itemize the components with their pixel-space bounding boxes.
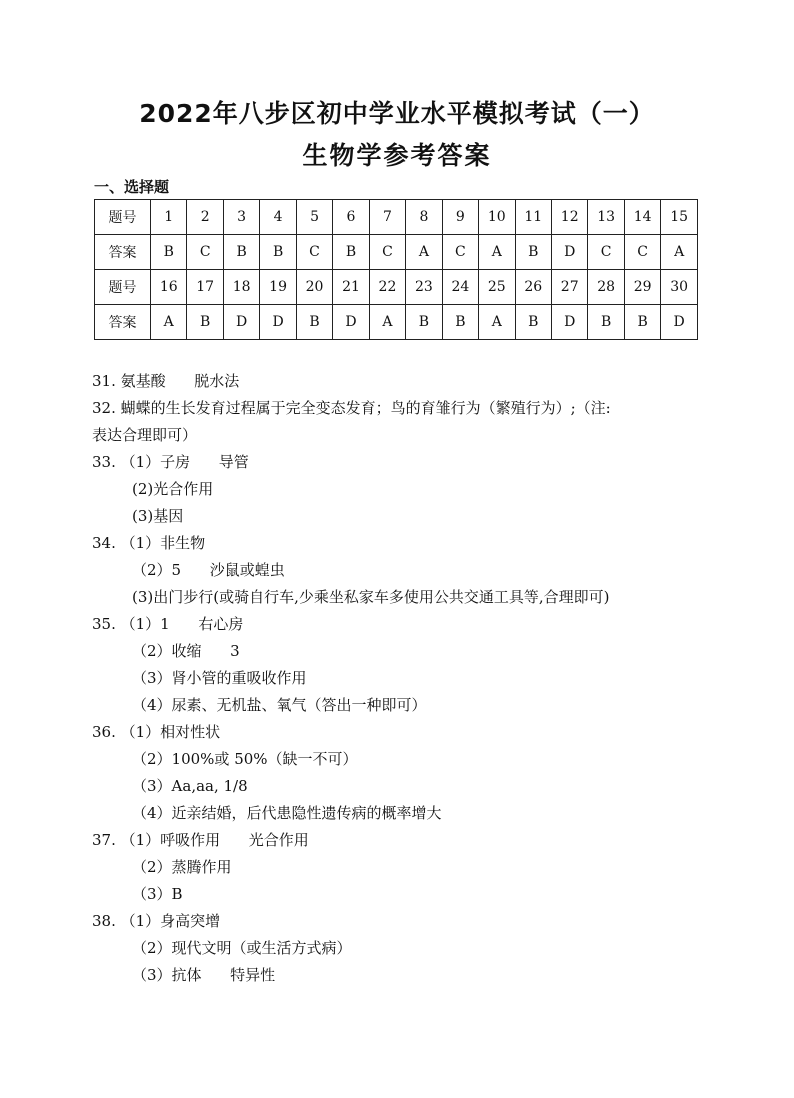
answer-line: （2）收缩 3 bbox=[132, 642, 240, 660]
answer-line: 32. 蝴蝶的生长发育过程属于完全变态发育；鸟的育雏行为（繁殖行为）;（注: bbox=[92, 399, 611, 417]
table-cell: 9 bbox=[442, 200, 478, 235]
table-cell: B bbox=[296, 305, 332, 340]
answer-row bbox=[95, 305, 698, 340]
table-cell: C bbox=[296, 235, 332, 270]
table-cell: 21 bbox=[333, 270, 369, 305]
table-cell: 25 bbox=[479, 270, 515, 305]
table-cell: C bbox=[442, 235, 478, 270]
answer-line: （3）抗体 特异性 bbox=[132, 966, 276, 984]
answer-line: (3)基因 bbox=[132, 507, 184, 525]
answer-line: 37. （1）呼吸作用 光合作用 bbox=[92, 831, 309, 849]
row-header-cell: 题号 bbox=[95, 270, 151, 305]
table-cell: C bbox=[588, 235, 624, 270]
answer-line: （3）Aa,aa, 1/8 bbox=[132, 777, 248, 795]
table-cell: B bbox=[151, 235, 187, 270]
question-number-row bbox=[95, 270, 698, 305]
table-cell: 18 bbox=[223, 270, 259, 305]
table-cell: D bbox=[223, 305, 259, 340]
table-cell: 16 bbox=[151, 270, 187, 305]
table-cell: 6 bbox=[333, 200, 369, 235]
table-cell: B bbox=[588, 305, 624, 340]
table-cell: 17 bbox=[187, 270, 223, 305]
table-cell: 8 bbox=[406, 200, 442, 235]
table-cell: A bbox=[369, 305, 405, 340]
answer-line: 表达合理即可） bbox=[92, 426, 198, 444]
answer-line: （2）5 沙鼠或蝗虫 bbox=[132, 561, 285, 579]
answer-line: （4）尿素、无机盐、氧气（答出一种即可） bbox=[132, 696, 427, 714]
table-cell: 24 bbox=[442, 270, 478, 305]
table-cell: A bbox=[479, 305, 515, 340]
table-cell: B bbox=[406, 305, 442, 340]
table-cell: D bbox=[551, 235, 587, 270]
table-cell: 11 bbox=[515, 200, 551, 235]
question-number-row bbox=[95, 200, 698, 235]
answer-table bbox=[94, 199, 698, 340]
table-cell: B bbox=[442, 305, 478, 340]
table-cell: 2 bbox=[187, 200, 223, 235]
table-cell: 4 bbox=[260, 200, 296, 235]
table-cell: 10 bbox=[479, 200, 515, 235]
answer-line: 33. （1）子房 导管 bbox=[92, 453, 249, 471]
table-cell: 5 bbox=[296, 200, 332, 235]
table-cell: 23 bbox=[406, 270, 442, 305]
answer-line: 34. （1）非生物 bbox=[92, 534, 206, 552]
answer-line: (2)光合作用 bbox=[132, 480, 214, 498]
table-cell: 15 bbox=[661, 200, 698, 235]
table-cell: B bbox=[515, 305, 551, 340]
answer-line: （2）现代文明（或生活方式病） bbox=[132, 939, 352, 957]
table-cell: A bbox=[661, 235, 698, 270]
answer-line: 36. （1）相对性状 bbox=[92, 723, 221, 741]
row-header-cell: 答案 bbox=[95, 235, 151, 270]
table-cell: 26 bbox=[515, 270, 551, 305]
table-cell: C bbox=[187, 235, 223, 270]
table-cell: B bbox=[515, 235, 551, 270]
table-cell: 30 bbox=[661, 270, 698, 305]
answer-line: （3）B bbox=[132, 885, 183, 903]
row-header-cell: 答案 bbox=[95, 305, 151, 340]
table-cell: A bbox=[479, 235, 515, 270]
table-cell: B bbox=[260, 235, 296, 270]
table-cell: C bbox=[624, 235, 660, 270]
table-cell: A bbox=[151, 305, 187, 340]
table-cell: A bbox=[406, 235, 442, 270]
answer-row bbox=[95, 235, 698, 270]
exam-title: 2022年八步区初中学业水平模拟考试（一） bbox=[139, 99, 655, 128]
table-cell: 12 bbox=[551, 200, 587, 235]
answer-line: 38. （1）身高突增 bbox=[92, 912, 221, 930]
table-cell: 27 bbox=[551, 270, 587, 305]
table-cell: B bbox=[624, 305, 660, 340]
table-cell: 3 bbox=[223, 200, 259, 235]
answer-line: （3）肾小管的重吸收作用 bbox=[132, 669, 307, 687]
table-cell: D bbox=[333, 305, 369, 340]
section-heading-multiple-choice: 一、选择题 bbox=[94, 178, 170, 196]
table-cell: B bbox=[187, 305, 223, 340]
table-cell: 29 bbox=[624, 270, 660, 305]
row-header-cell: 题号 bbox=[95, 200, 151, 235]
table-cell: D bbox=[551, 305, 587, 340]
table-cell: 19 bbox=[260, 270, 296, 305]
table-cell: 20 bbox=[296, 270, 332, 305]
table-cell: 7 bbox=[369, 200, 405, 235]
table-cell: 13 bbox=[588, 200, 624, 235]
table-cell: 14 bbox=[624, 200, 660, 235]
table-cell: D bbox=[260, 305, 296, 340]
table-cell: 28 bbox=[588, 270, 624, 305]
answer-line: （4）近亲结婚，后代患隐性遗传病的概率增大 bbox=[132, 804, 442, 822]
table-cell: B bbox=[333, 235, 369, 270]
answer-line: (3)出门步行(或骑自行车,少乘坐私家车多使用公共交通工具等,合理即可) bbox=[132, 588, 610, 606]
answer-line: （2）100%或 50%（缺一不可） bbox=[132, 750, 358, 768]
answer-line: 35. （1）1 右心房 bbox=[92, 615, 244, 633]
answer-list bbox=[92, 368, 732, 989]
table-cell: 1 bbox=[151, 200, 187, 235]
table-cell: C bbox=[369, 235, 405, 270]
answer-line: （2）蒸腾作用 bbox=[132, 858, 232, 876]
table-cell: D bbox=[661, 305, 698, 340]
answer-line: 31. 氨基酸 脱水法 bbox=[92, 372, 240, 390]
table-cell: 22 bbox=[369, 270, 405, 305]
exam-subtitle: 生物学参考答案 bbox=[302, 141, 492, 170]
table-cell: B bbox=[223, 235, 259, 270]
